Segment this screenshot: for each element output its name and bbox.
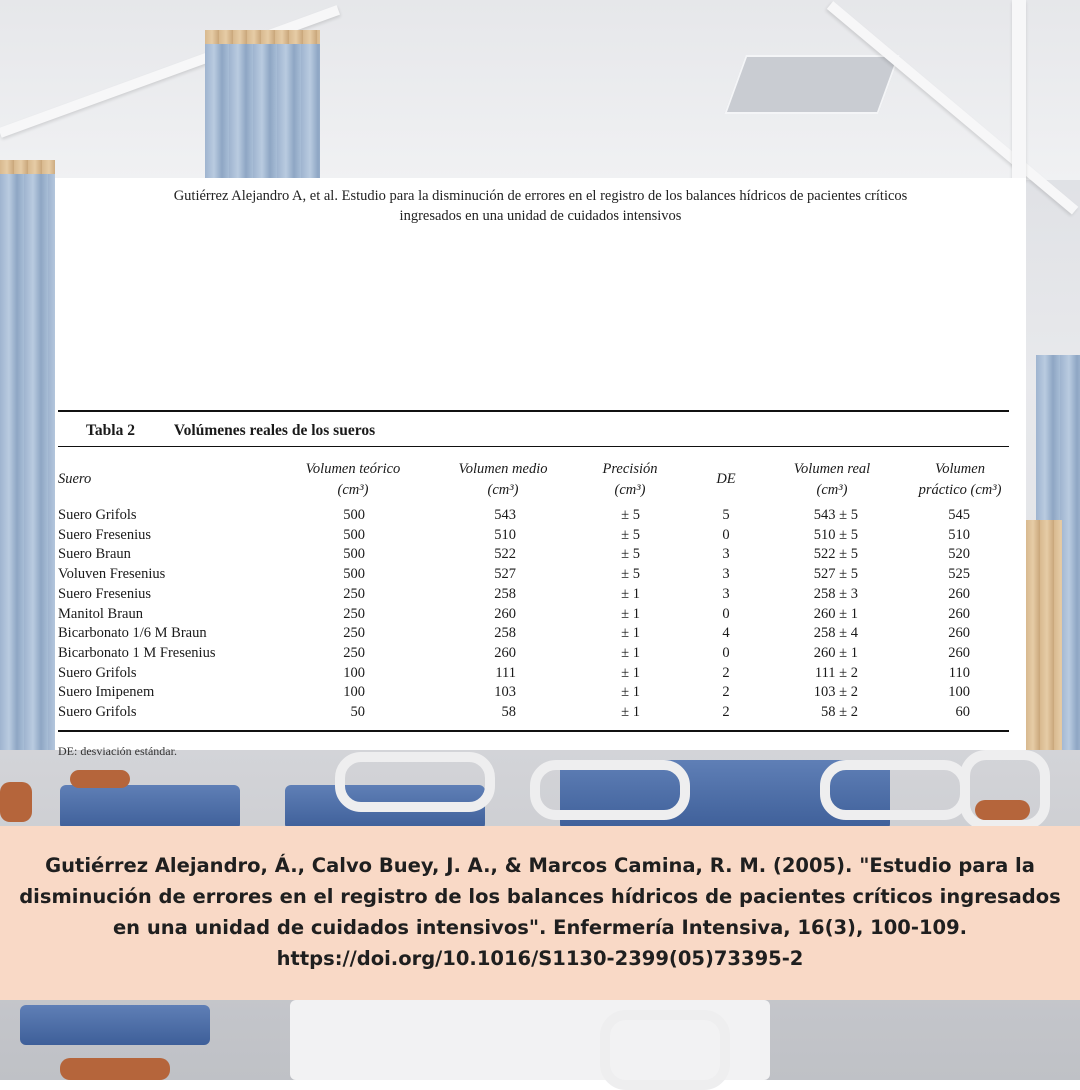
table-cell: 3 [722,566,730,583]
table-cell: 260 [494,605,516,622]
bed-headboard [975,800,1030,820]
column-header-unit: práctico (cm³) [918,482,1002,498]
bedside-cabinet [0,782,32,822]
table-cell: 103 ± 2 [813,684,858,701]
running-header-line: ingresados en una unidad de cuidados intensivos [399,208,682,224]
table-cell: 260 ± 1 [813,644,858,661]
column-header-line: DE [716,471,736,487]
bed-rail [530,760,690,820]
table-cell: 260 [948,605,970,622]
column-header-unit: (cm³) [614,482,646,498]
table-cell: 543 ± 5 [813,507,858,523]
table-row [55,664,1026,684]
bed-mattress [20,1005,210,1045]
column-header-volumen-teorico [283,459,423,501]
table-cell: 260 [948,644,970,661]
bed-headboard [70,770,130,788]
column-header-unit: (cm³) [816,482,848,498]
table-cell: 250 [343,585,365,602]
table-cell: 3 [722,585,730,602]
table-cell: 250 [343,605,365,622]
table-row [55,624,1026,644]
table-cell: 58 [501,704,516,720]
table-cell: 522 ± 5 [813,546,858,563]
table-cell: 3 [722,546,730,563]
bed-rail [600,1010,730,1090]
citation-line: disminución de errores en el registro de los balances hídricos de pacientes críticos ingresados [19,885,1061,908]
column-header-volumen-real [772,459,892,501]
column-header-volumen-medio [438,459,568,501]
row-label: Suero Fresenius [58,526,152,543]
table-cell: ± 1 [621,644,640,661]
table-cell: 0 [722,526,730,543]
privacy-curtain [0,160,55,830]
table-cell: 60 [955,704,970,720]
table-cell: 260 ± 1 [813,605,858,622]
table-cell: 520 [948,546,970,563]
citation-band [0,826,1080,1000]
table-title [86,422,375,440]
column-header-de [696,469,756,490]
column-header-unit: (cm³) [337,482,369,498]
table-cell: 510 [494,526,516,543]
table-row [55,683,1026,703]
bed-mattress [60,785,240,830]
table-cell: 250 [343,625,365,642]
row-label: Suero Grifols [58,664,137,681]
table-cell: 500 [343,507,365,523]
table-cell: ± 1 [621,684,640,701]
bed-rail [335,752,495,812]
row-label: Bicarbonato 1/6 M Braun [58,625,207,642]
table-cell: ± 1 [621,585,640,602]
table-row [55,644,1026,664]
table-number: Tabla 2 [86,422,135,439]
row-label: Suero Imipenem [58,684,155,701]
citation-line: Gutiérrez Alejandro, Á., Calvo Buey, J. A., & Marcos Camina, R. M. (2005). "Estudio para la [45,854,1035,877]
row-label: Suero Grifols [58,704,137,720]
table-row [55,585,1026,605]
header-rule [58,446,1009,447]
row-label: Suero Grifols [58,507,137,523]
table-caption: Volúmenes reales de los sueros [173,422,376,439]
table-footnote: DE: desviación estándar. [58,744,177,758]
table-cell: 543 [494,507,516,523]
table-cell: 100 [948,684,970,701]
table-cell: 510 ± 5 [813,526,858,543]
paper-excerpt [55,178,1026,758]
column-header-suero [58,469,91,490]
column-header-line: Precisión [602,461,658,477]
table-cell: 258 [494,625,516,642]
table-cell: ± 1 [621,704,640,720]
table-cell: 500 [343,566,365,583]
column-header-line: Volumen real [793,461,871,477]
table-cell: ± 5 [621,546,640,563]
table-cell: 260 [494,644,516,661]
table-cell: 258 ± 4 [813,625,858,642]
table-cell: 2 [722,664,730,681]
table-cell: 58 ± 2 [821,704,858,720]
table-row [55,605,1026,625]
table-cell: 111 [495,664,516,681]
table-cell: 4 [722,625,730,642]
running-header-line: Gutiérrez Alejandro A, et al. Estudio para la disminución de errores en el registro de los balances hídricos de pacientes críticos [173,188,908,204]
citation-text [0,850,1080,974]
table-cell: 260 [948,585,970,602]
table-cell: ± 5 [621,566,640,583]
table-cell: 0 [722,644,730,661]
column-header-line: Suero [58,471,92,487]
bed-headboard [60,1058,170,1080]
table-cell: 110 [948,664,970,681]
row-label: Suero Fresenius [58,585,152,602]
table-bottom-rule [58,730,1009,732]
table-cell: ± 1 [621,605,640,622]
table-cell: 250 [343,644,365,661]
table-row [55,565,1026,585]
table-cell: 2 [722,684,730,701]
table-row [55,703,1026,723]
table-cell: 100 [343,684,365,701]
running-header [55,186,1026,226]
privacy-curtain [205,30,320,180]
citation-line: en una unidad de cuidados intensivos". Enfermería Intensiva, 16(3), 100-109. [112,916,968,939]
table-cell: ± 5 [621,507,640,523]
table-cell: 0 [722,605,730,622]
table-cell: 103 [494,684,516,701]
table-cell: 500 [343,526,365,543]
row-label: Voluven Fresenius [58,566,166,583]
table-cell: 527 ± 5 [813,566,858,583]
table-cell: ± 1 [621,625,640,642]
ceiling [0,0,1080,180]
table-cell: ± 1 [621,664,640,681]
table-cell: 50 [350,704,365,720]
table-row [55,506,1026,526]
table-row [55,526,1026,546]
table-cell: 111 ± 2 [814,664,858,681]
table-cell: 500 [343,546,365,563]
table-cell: 545 [948,507,970,523]
table-cell: 5 [722,507,730,523]
row-label: Manitol Braun [58,605,143,622]
table-cell: 258 ± 3 [813,585,858,602]
curtain-header [205,30,320,44]
row-label: Bicarbonato 1 M Fresenius [58,644,216,661]
citation-doi: https://doi.org/10.1016/S1130-2399(05)73395-2 [276,947,804,970]
ceiling-pillar [1012,0,1026,180]
table-cell: 258 [494,585,516,602]
table-top-rule [58,410,1009,412]
bed-rail [820,760,970,820]
table-cell: 527 [494,566,516,583]
table-cell: ± 5 [621,526,640,543]
column-header-precision [580,459,680,501]
ceiling-light-panel [724,55,899,114]
curtain-header [0,160,55,174]
table-cell: 510 [948,526,970,543]
table-row [55,545,1026,565]
table-cell: 525 [948,566,970,583]
column-header-volumen-practico [900,459,1020,501]
column-header-unit: (cm³) [487,482,519,498]
table-cell: 522 [494,546,516,563]
table-cell: 260 [948,625,970,642]
table-cell: 2 [722,704,730,720]
row-label: Suero Braun [58,546,131,563]
column-header-line: Volumen medio [458,461,548,477]
column-header-line: Volumen [935,461,985,477]
column-header-line: Volumen teórico [305,461,401,477]
table-cell: 100 [343,664,365,681]
